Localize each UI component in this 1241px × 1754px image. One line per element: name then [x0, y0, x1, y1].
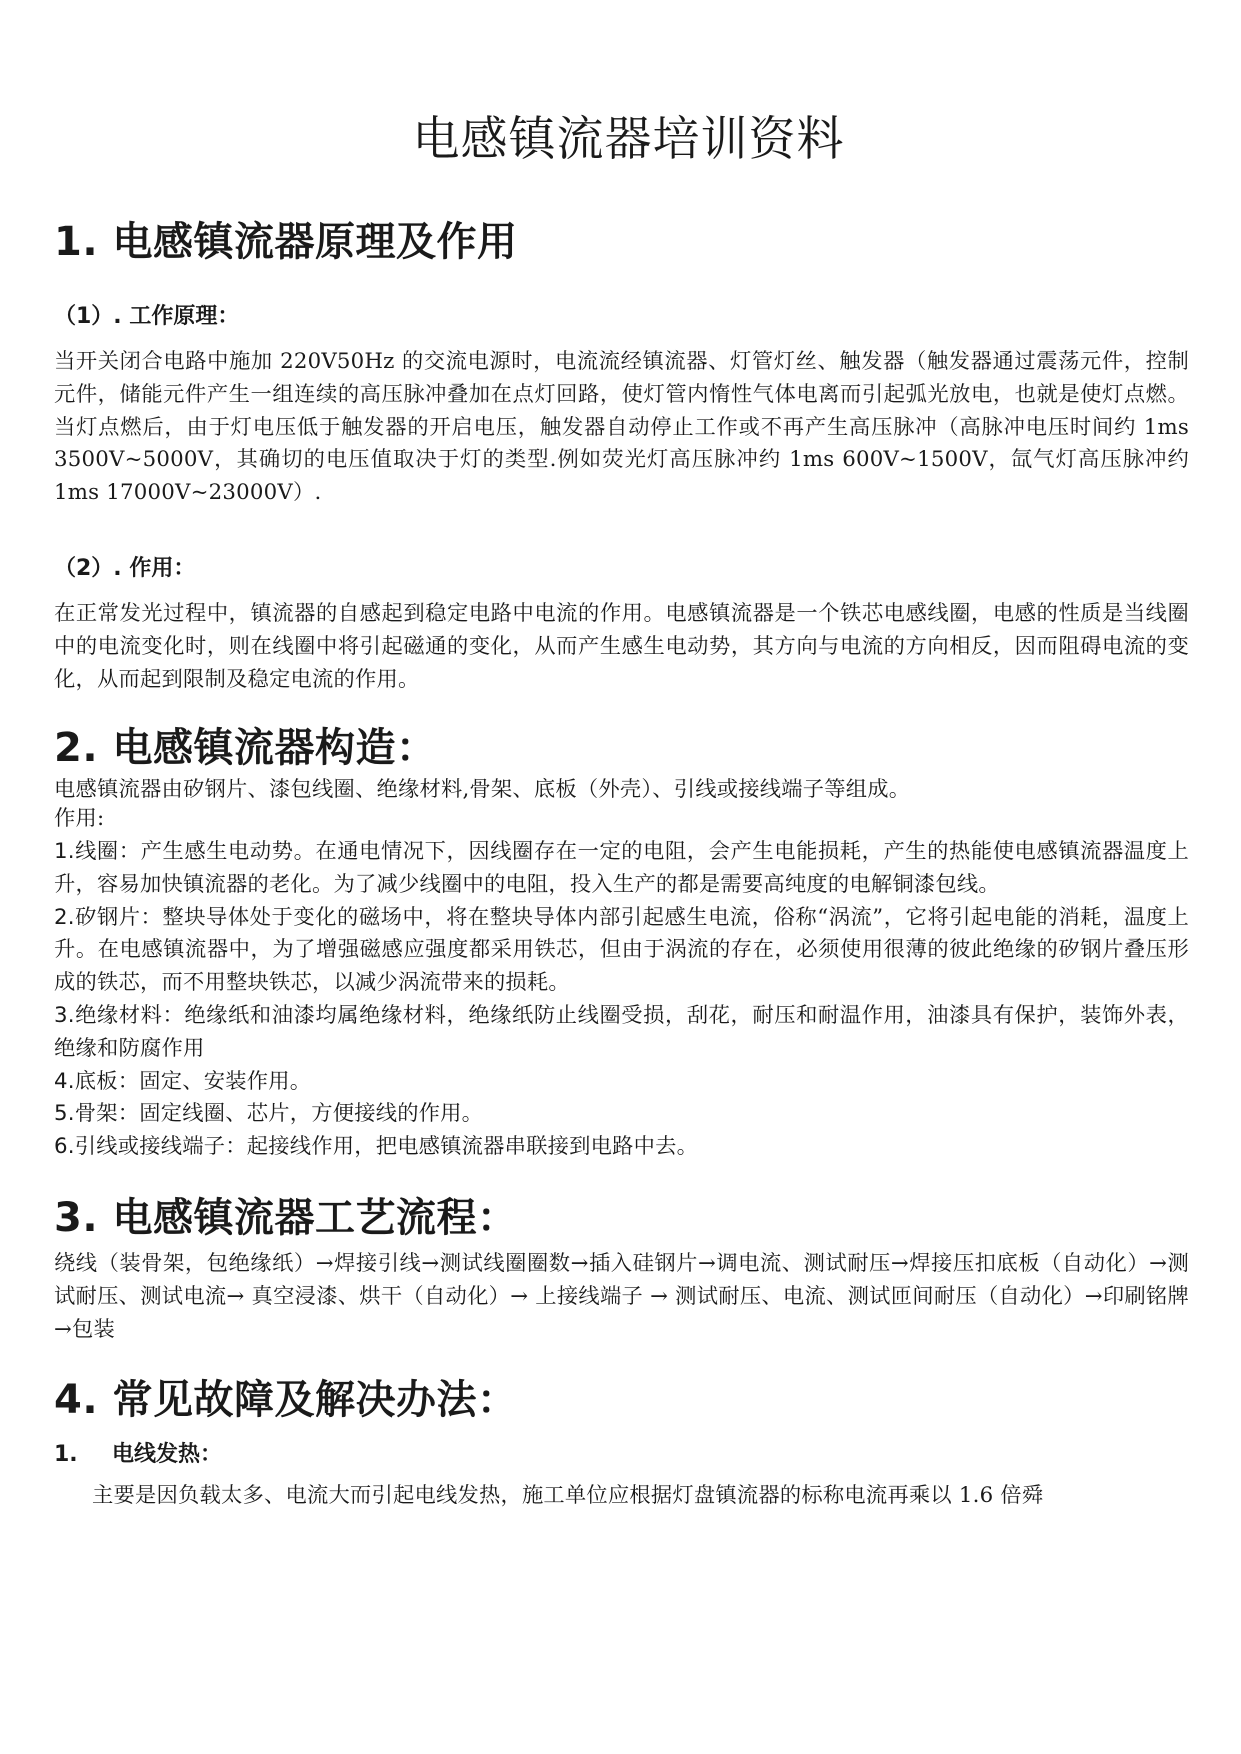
list-item [54, 1000, 1189, 1066]
list-item-number: 1. [54, 838, 75, 864]
list-item-text: 底板：固定、安装作用。 [74, 1068, 312, 1094]
section-1-sub-2-text: 在正常发光过程中，镇流器的自感起到稳定电路中电流的作用。电感镇流器是一个铁芯电感线圈，电感的性质是当线圈中的电流变化时，则在线圈中将引起磁通的变化，从而产生感生电动势，其方向与电流的方向相反，因而阻碍电流的变化，从而起到限制及稳定电流的作用。 [54, 600, 1189, 692]
section-1-sub-2-heading: （2）. 作用： [54, 555, 196, 581]
section-3-heading: 3. 电感镇流器工艺流程： [54, 1194, 518, 1241]
list-item-number: 2. [54, 904, 75, 930]
section-4-heading: 4. 常见故障及解决办法： [54, 1377, 518, 1424]
section-2-usage-label: 作用: [54, 806, 105, 832]
list-item-number: 6. [54, 1134, 75, 1160]
section-4-sub-1-title: 电线发热： [112, 1442, 223, 1468]
section-4-sub-1-number: 1. [54, 1442, 78, 1468]
list-item-text: 引线或接线端子：起接线作用，把电感镇流器串联接到电路中去。 [74, 1134, 699, 1160]
section-2-intro: 电感镇流器由矽钢片、漆包线圈、绝缘材料,骨架、底板（外壳）、引线或接线端子等组成。 [54, 777, 911, 803]
section-2-heading: 2. 电感镇流器构造： [54, 725, 437, 772]
list-item-text: 线圈：产生感生电动势。在通电情况下，因线圈存在一定的电阻，会产生电能损耗，产生的热能使电感镇流器温度上升，容易加快镇流器的老化。为了减少线圈中的电阻，投入生产的都是需要高纯度的电解铜漆包线。 [54, 838, 1189, 897]
list-item [54, 836, 1189, 902]
list-item [54, 1098, 1189, 1131]
list-item-number: 5. [54, 1101, 75, 1127]
list-item [54, 902, 1189, 1000]
section-1-sub-1-text: 当开关闭合电路中施加 220V50Hz 的交流电源时，电流流经镇流器、灯管灯丝、触发器（触发器通过震荡元件，控制元件，储能元件产生一组连续的高压脉冲叠加在点灯回路，使灯管内惰性气体电离而引起弧光放电，也就是使灯点燃。当灯点燃后，由于灯电压低于触发器的开启电压，触发器自动停止工作或不再产生高压脉冲（高脉冲电压时间约 1ms 3500V~5000V，其确切的电压值取决于灯的类型.例如荧光灯高压脉冲约 1ms 600V~1500V，氙气灯高压脉冲约 1ms 17000V~23000V）. [54, 349, 1189, 506]
list-item-text: 矽钢片：整块导体处于变化的磁场中，将在整块导体内部引起感生电流，俗称“涡流”，它将引起电能的消耗，温度上升。在电感镇流器中，为了增强磁感应强度都采用铁芯，但由于涡流的存在，必须使用很薄的彼此绝缘的矽钢片叠压形成的铁芯，而不用整块铁芯，以减少涡流带来的损耗。 [54, 904, 1189, 996]
list-item [54, 1066, 1189, 1099]
list-item-text: 骨架：固定线圈、芯片，方便接线的作用。 [74, 1101, 484, 1127]
list-item-number: 4. [54, 1068, 75, 1094]
section-4-sub-1-text: 主要是因负载太多、电流大而引起电线发热，施工单位应根据灯盘镇流器的标称电流再乘以 1.6 倍舜 [92, 1483, 1044, 1509]
section-2-item-list [54, 836, 1189, 1164]
section-1-heading: 1. 电感镇流器原理及作用 [54, 219, 518, 265]
section-4-sub-1-heading [54, 1440, 1189, 1470]
document-title: 电感镇流器培训资料 [412, 112, 845, 167]
list-item-text: 绝缘材料：绝缘纸和油漆均属绝缘材料，绝缘纸防止线圈受损，刮花，耐压和耐温作用，油漆具有保护，装饰外表，绝缘和防腐作用 [54, 1002, 1189, 1061]
list-item-number: 3. [54, 1002, 75, 1028]
section-1-sub-1-heading: （1）. 工作原理： [54, 304, 240, 329]
list-item [54, 1131, 1189, 1164]
section-3-process-text: 绕线（装骨架，包绝缘纸）→焊接引线→测试线圈圈数→插入硅钢片→调电流、测试耐压→焊接压扣底板（自动化）→测试耐压、测试电流→ 真空浸漆、烘干（自动化）→ 上接线端子 → 测试耐压、电流、测试匝间耐压（自动化）→印刷铭牌→包装 [54, 1250, 1189, 1342]
